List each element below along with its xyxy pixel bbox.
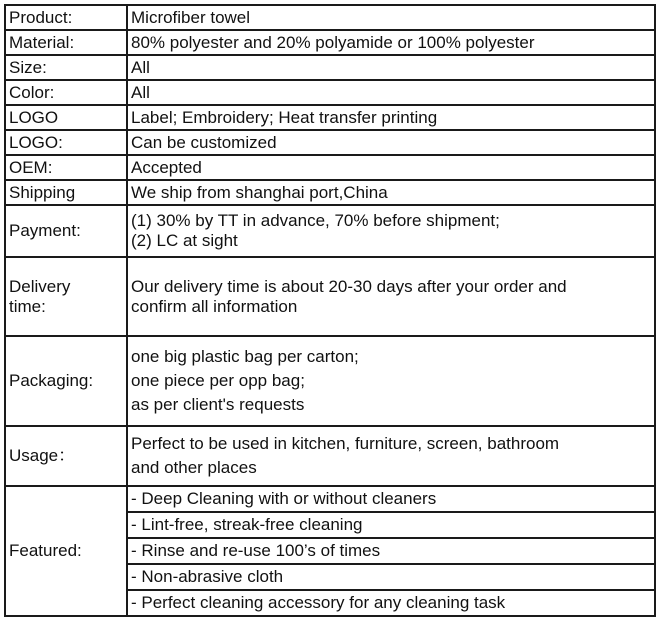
spec-value: [127, 426, 655, 486]
payment-line: (2) LC at sight: [131, 231, 238, 250]
spec-value: Accepted: [127, 155, 655, 180]
spec-row-color: [5, 80, 655, 105]
spec-row-packaging: [5, 336, 655, 426]
spec-value: [127, 205, 655, 257]
spec-label: Shipping: [5, 180, 127, 205]
product-spec-table: [4, 4, 656, 617]
spec-value: 80% polyester and 20% polyamide or 100% polyester: [127, 30, 655, 55]
spec-label: Material:: [5, 30, 127, 55]
feature-item: - Rinse and re-use 100’s of times: [128, 539, 654, 565]
spec-label: Color:: [5, 80, 127, 105]
spec-value: [127, 486, 655, 616]
spec-value: Microfiber towel: [127, 5, 655, 30]
delivery-label-line: Delivery: [9, 276, 71, 296]
spec-label: [5, 257, 127, 336]
feature-item: - Deep Cleaning with or without cleaners: [128, 487, 654, 513]
spec-value: All: [127, 80, 655, 105]
delivery-label-line: time:: [9, 296, 46, 316]
spec-label: LOGO: [5, 105, 127, 130]
payment-line: (1) 30% by TT in advance, 70% before shipment;: [131, 211, 500, 230]
spec-label: Usage：: [5, 426, 127, 486]
spec-label: Size:: [5, 55, 127, 80]
spec-row-payment: [5, 205, 655, 257]
usage-line: Perfect to be used in kitchen, furniture, screen, bathroom: [131, 434, 560, 453]
spec-row-product: [5, 5, 655, 30]
spec-label: OEM:: [5, 155, 127, 180]
spec-row-featured: [5, 486, 655, 616]
delivery-line: Our delivery time is about 20-30 days after your order and: [131, 276, 567, 296]
spec-row-material: [5, 30, 655, 55]
spec-value: [127, 336, 655, 426]
spec-row-shipping: [5, 180, 655, 205]
packaging-line: one piece per opp bag;: [131, 371, 305, 390]
packaging-line: as per client's requests: [131, 395, 305, 414]
spec-value: All: [127, 55, 655, 80]
spec-label: LOGO:: [5, 130, 127, 155]
packaging-line: one big plastic bag per carton;: [131, 347, 359, 366]
spec-row-logo-method: [5, 105, 655, 130]
spec-label: Packaging:: [5, 336, 127, 426]
spec-value: [127, 257, 655, 336]
feature-item: - Non-abrasive cloth: [128, 565, 654, 591]
feature-item: - Lint-free, streak-free cleaning: [128, 513, 654, 539]
delivery-line: confirm all information: [131, 296, 298, 316]
spec-row-delivery: [5, 257, 655, 336]
spec-value: Can be customized: [127, 130, 655, 155]
spec-row-logo-custom: [5, 130, 655, 155]
spec-row-oem: [5, 155, 655, 180]
feature-item: - Perfect cleaning accessory for any cleaning task: [131, 593, 506, 612]
spec-value: Label; Embroidery; Heat transfer printing: [127, 105, 655, 130]
usage-line: and other places: [131, 458, 257, 477]
spec-row-size: [5, 55, 655, 80]
spec-label: Product:: [5, 5, 127, 30]
spec-row-usage: [5, 426, 655, 486]
spec-label: Payment:: [5, 205, 127, 257]
spec-label: Featured:: [5, 486, 127, 616]
spec-value: We ship from shanghai port,China: [127, 180, 655, 205]
